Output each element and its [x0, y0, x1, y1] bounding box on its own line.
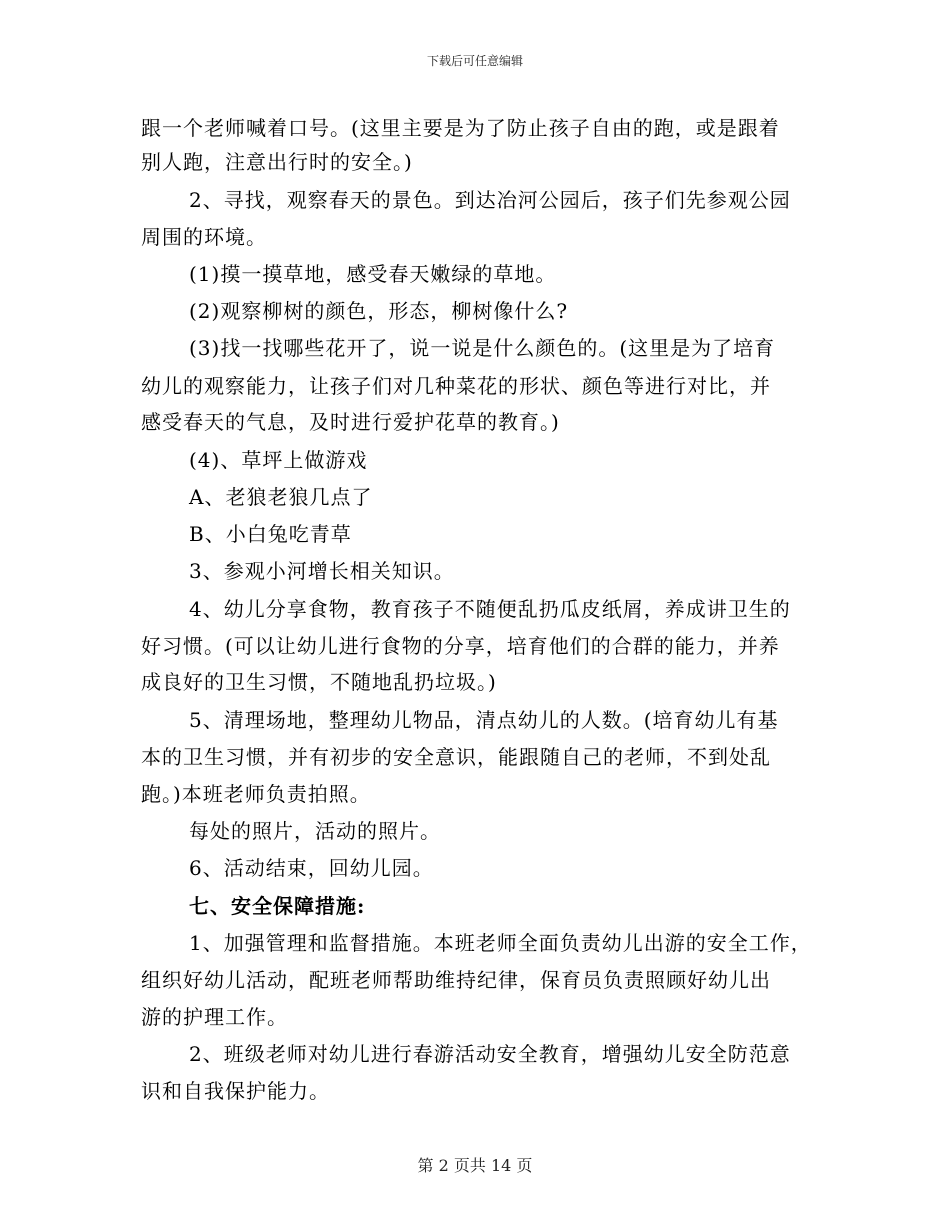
body-line: 2、寻找，观察春天的景色。到达冶河公园后，孩子们先参观公园 [189, 188, 791, 212]
body-line: (1)摸一摸草地，感受春天嫩绿的草地。 [189, 262, 557, 286]
body-line: 游的护理工作。 [141, 1005, 288, 1029]
body-line: (4)、草坪上做游戏 [189, 448, 368, 472]
body-line: 感受春天的气息，及时进行爱护花草的教育。) [141, 410, 560, 434]
body-line: 本的卫生习惯，并有初步的安全意识，能跟随自己的老师，不到处乱 [141, 745, 771, 769]
body-line: 2、班级老师对幼儿进行春游活动安全教育，增强幼儿安全防范意 [189, 1042, 791, 1066]
page-header: 下载后可任意编辑 [426, 54, 523, 68]
body-line: 好习惯。(可以让幼儿进行食物的分享，培育他们的合群的能力，并养 [141, 634, 780, 658]
body-line: 6、活动结束，回幼儿园。 [189, 856, 434, 880]
body-line: (3)找一找哪些花开了，说一说是什么颜色的。(这里是为了培育 [189, 336, 776, 360]
body-line: 成良好的卫生习惯，不随地乱扔垃圾。) [141, 670, 497, 694]
page-number: 第 2 页共 14 页 [417, 1156, 533, 1175]
body-line: B、小白兔吃青草 [189, 522, 352, 546]
body-line: 跟一个老师喊着口号。(这里主要是为了防止孩子自由的跑，或是跟着 [141, 116, 780, 140]
body-line: (2)观察柳树的颜色，形态，柳树像什么? [189, 299, 569, 323]
body-line: 每处的照片，活动的照片。 [189, 819, 441, 843]
body-line: 别人跑，注意出行时的安全。) [141, 150, 413, 174]
body-line: 3、参观小河增长相关知识。 [189, 559, 455, 583]
body-line: 跑。)本班老师负责拍照。 [141, 782, 371, 806]
section-heading: 七、安全保障措施: [189, 894, 366, 918]
body-line: 4、幼儿分享食物，教育孩子不随便乱扔瓜皮纸屑，养成讲卫生的 [189, 597, 791, 621]
body-line: 周围的环境。 [141, 225, 267, 249]
body-line: 1、加强管理和监督措施。本班老师全面负责幼儿出游的安全工作， [189, 931, 812, 955]
body-line: 5、清理场地，整理幼儿物品，清点幼儿的人数。(培育幼儿有基 [189, 708, 779, 732]
body-line: 识和自我保护能力。 [141, 1079, 330, 1103]
body-line: 幼儿的观察能力，让孩子们对几种菜花的形状、颜色等进行对比，并 [141, 374, 771, 398]
body-line: A、老狼老狼几点了 [189, 485, 373, 509]
body-line: 组织好幼儿活动，配班老师帮助维持纪律，保育员负责照顾好幼儿出 [141, 968, 771, 992]
